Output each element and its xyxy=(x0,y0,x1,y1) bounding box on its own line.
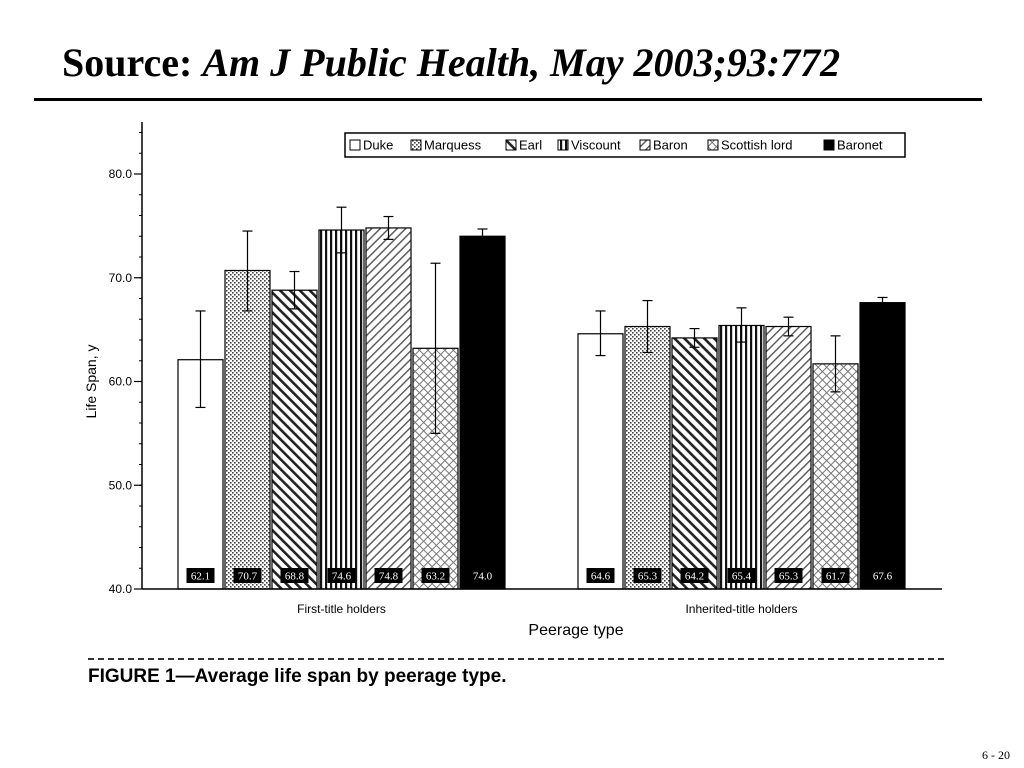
bar-duke xyxy=(578,334,623,589)
category-label: First-title holders xyxy=(297,602,386,616)
value-label: 65.4 xyxy=(731,570,752,583)
value-label: 64.2 xyxy=(684,570,705,583)
legend-swatch xyxy=(506,140,516,150)
legend-entry: Baron xyxy=(653,137,688,153)
category-label: Inherited-title holders xyxy=(685,602,798,616)
y-tick-label: 70.0 xyxy=(108,270,132,285)
citation: Am J Public Health, May 2003;93:772 xyxy=(202,40,841,85)
legend-swatch xyxy=(640,140,650,150)
x-axis-label: Peerage type xyxy=(528,622,624,639)
legend-entry: Duke xyxy=(363,137,394,153)
title-rule xyxy=(34,98,982,101)
y-tick-label: 80.0 xyxy=(108,167,132,181)
value-label: 70.7 xyxy=(237,570,258,583)
bar-baronet xyxy=(860,303,905,589)
legend-entry: Scottish lord xyxy=(721,137,793,153)
y-tick-label: 40.0 xyxy=(108,582,132,596)
y-tick-label: 50.0 xyxy=(108,478,132,493)
figure-caption: FIGURE 1—Average life span by peerage type. xyxy=(88,666,507,687)
bar-baronet xyxy=(460,236,505,589)
page-number: 6 - 20 xyxy=(982,748,1010,762)
legend-swatch xyxy=(708,140,718,150)
legend-swatch xyxy=(350,140,360,150)
legend-entry: Baronet xyxy=(837,137,883,153)
bar-baron xyxy=(366,228,411,589)
bar-baron xyxy=(766,327,811,589)
value-label: 74.0 xyxy=(472,570,493,583)
figure-panel xyxy=(80,112,948,712)
bar-viscount xyxy=(319,230,364,589)
bar-scottish-lord xyxy=(813,364,858,589)
legend-entry: Earl xyxy=(519,137,543,153)
legend-swatch xyxy=(824,140,834,150)
value-label: 62.1 xyxy=(190,570,211,583)
y-axis-label: Life Span, y xyxy=(83,344,99,419)
bar-earl xyxy=(272,290,317,589)
value-label: 65.3 xyxy=(778,570,799,583)
caption-divider xyxy=(88,658,944,660)
y-tick-label: 60.0 xyxy=(108,374,132,389)
source-label: Source: xyxy=(62,40,193,85)
value-label: 61.7 xyxy=(825,570,846,583)
value-label: 65.3 xyxy=(637,570,658,583)
bar-earl xyxy=(672,338,717,589)
bar-viscount xyxy=(719,325,764,589)
legend-swatch xyxy=(411,140,421,150)
slide-title xyxy=(62,38,840,88)
legend-entry: Viscount xyxy=(571,137,621,153)
value-label: 64.6 xyxy=(590,570,611,583)
bar-marquess xyxy=(225,270,270,589)
value-label: 74.6 xyxy=(331,570,352,583)
legend-entry: Marquess xyxy=(424,137,482,153)
value-label: 68.8 xyxy=(284,570,305,583)
legend-swatch xyxy=(558,140,568,150)
bar-chart xyxy=(80,112,948,652)
value-label: 74.8 xyxy=(378,570,399,583)
bar-marquess xyxy=(625,327,670,589)
value-label: 63.2 xyxy=(425,570,446,583)
value-label: 67.6 xyxy=(872,570,893,583)
